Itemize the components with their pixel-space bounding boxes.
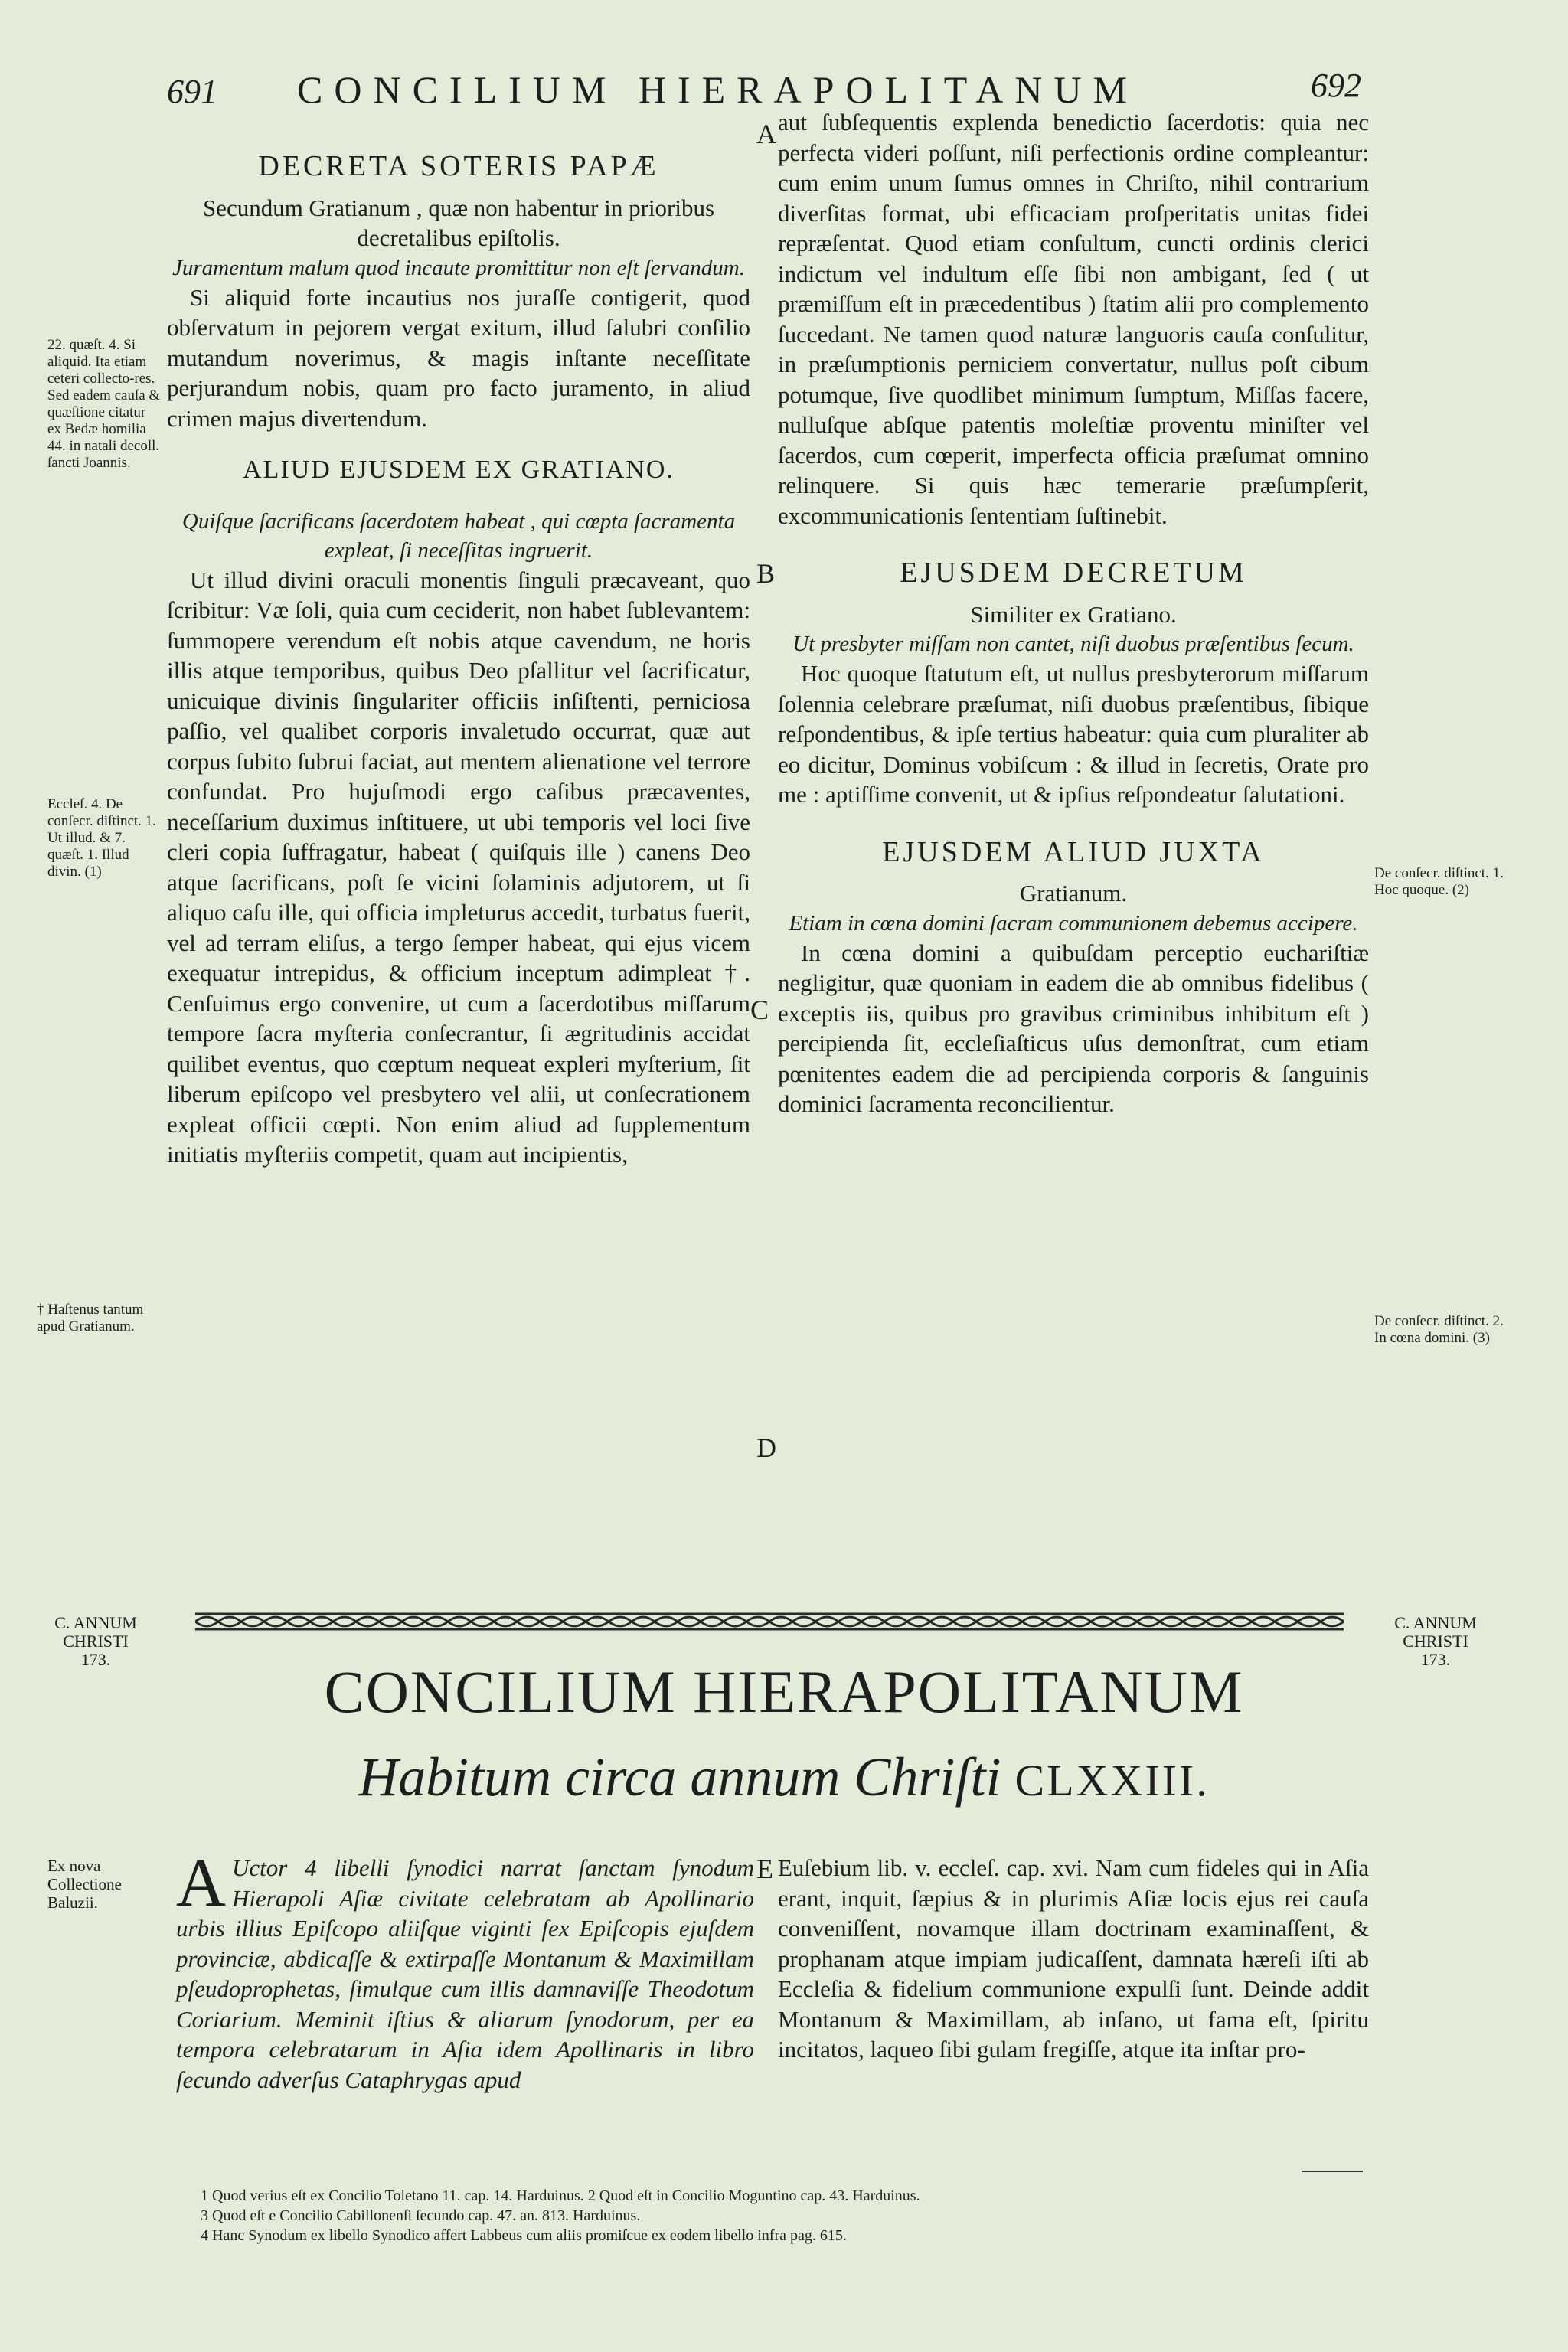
- c-annum-label: C. ANNUM: [54, 1613, 137, 1632]
- subtitle-similiter: Similiter ex Gratiano.: [970, 600, 1177, 628]
- year-label: 173.: [80, 1650, 111, 1669]
- margin-letter-b: B: [756, 558, 776, 589]
- paragraph-si-aliquid: Si aliquid forte incautius nos juraſſe contigerit, quod obſervatum in pejorem vergat exitum, illud ſalubri conſilio mutandum noverimus, & magis inſtante neceſſitate perjurandum nobis, quam pro facto juramento, in aliud crimen majus divertendum.: [167, 283, 750, 432]
- council-subtitle-text: Habitum circa annum Chriſti: [358, 1746, 1001, 1808]
- paragraph-ut-illud: Ut illud divini oraculi monentis ſinguli præcaveant, quo ſcribitur: Væ ſoli, quia cum ceciderit, non habet ſublevantem: ſummopere verendum eſt nobis atque cavendum, ne horis illis atque temporibus, quibus Deo pſallitur vel ſacrificatur, unicuique divinis ſingulariter officiis inſiſtenti, perniciosa paſſio, vel qualibet corporis invaletudo occurrat, quæ aut corpus ſubito ſubrui faciat, aut mentem alienatione vel terrore confundat. Pro hujuſmodi ergo caſibus præcaventes, neceſſarium duximus inſtituere, ut ubi temporis vel loci ſive cleri copia ſuffragatur, habeat ( quiſquis ille ) canens Deo atque ſacrificans, poſt ſe vicini ſolaminis adjutorem, ut ſi aliquo caſu ille, qui officia impleturus accedit, turbatus fuerit, vel ad terram eliſus, a tergo ſemper habeat, qui ejus vicem exequatur intrepidus, & officium inceptum adimpleat †. Cenſuimus ergo convenire, ut cum a ſacerdotibus miſſarum tempore ſacra myſteria conſecrantur, ſi ægritudinis accidat quilibet eventus, quo cœptum nequeat expleri myſterium, ſit liberum epiſcopo vel presbytero vel alii, ut conſecrationem expleat officii cœpti. Non enim aliud ad ſupplementum initiatis myſteriis competit, quam aut incipientis,: [167, 566, 750, 1168]
- right-column: [778, 107, 1369, 1119]
- rubric-ut-presbyter: Ut presbyter miſſam non cantet, niſi duobus præſentibus ſecum.: [792, 632, 1354, 656]
- subtitle-gratianum: Gratianum.: [1019, 880, 1128, 906]
- bottom-left-body: Uctor 4 libelli ſynodici narrat ſanctam ſynodum Hierapoli Aſiæ civitate celebratam ab Apollinario urbis illius Epiſcopo aliiſque viginti ſex Epiſcopis ejuſdem provinciæ, abdicaſſe & extirpaſſe Montanum & Maximillam pſeudoprophetas, ſimulque cum illis damnaviſſe Theodotum Coriarium. Meminit iſtius & aliarum ſynodorum, per ea tempora celebratarum in Aſia idem Apollinaris in libro ſecundo adverſus Cataphrygas apud: [176, 1854, 754, 2093]
- christi-label: CHRISTI: [1403, 1632, 1468, 1651]
- council-subtitle: [0, 1746, 1568, 1809]
- footnote-3: 3 Quod eſt e Concilio Cabillonenſi ſecundo cap. 47. an. 813. Harduinus.: [201, 2207, 641, 2224]
- margin-letter-a: A: [756, 119, 776, 149]
- margin-note-hoc-quoque: De conſecr. diſtinct. 1. Hoc quoque. (2): [1374, 865, 1504, 898]
- council-title: CONCILIUM HIERAPOLITANUM: [324, 1658, 1244, 1725]
- dropcap-a: A: [176, 1845, 226, 1921]
- page-number-right: 692: [1311, 67, 1361, 104]
- rubric-etiam-in-coena: Etiam in cœna domini ſacram communionem debemus accipere.: [789, 910, 1358, 936]
- footnote-4: 4 Hanc Synodum ex libello Synodico affert Labbeus cum aliis promiſcue ex eodem libello infra pag. 615.: [201, 2227, 847, 2244]
- footnotes: [201, 2186, 1395, 2246]
- footnote-rule: [1302, 2171, 1363, 2172]
- heading-ejusdem-aliud: EJUSDEM ALIUD JUXTA: [882, 835, 1265, 868]
- bottom-right-text: Euſebium lib. v. eccleſ. cap. xvi. Nam cum fideles qui in Aſia erant, inquit, ſæpius & in plurimis Aſiæ locis ejus rei cauſa conveniſſent, novamque illam doctrinam examinaſſent, & prophanam atque impiam judicaſſent, damnata hæreſi iſti ab Eccleſia & fidelium communione expulſi ſunt. Deinde addit Montanum & Maximillam, ab inſano, ut fama eſt, ſpiritu incitatos, laqueo ſibi gulam fregiſſe, atque ita inſtar pro-: [778, 1854, 1369, 2063]
- rubric-quisque-sacrificans: Quiſque ſacrificans ſacerdotem habeat , qui cœpta ſacramenta expleat, ſi neceſſitas ingruerit.: [181, 508, 736, 563]
- paragraph-hoc-quoque: Hoc quoque ſtatutum eſt, ut nullus presbyterorum miſſarum ſolennia celebrare præſumat, niſi duobus præſentibus, ſibique reſpondentibus, & ipſe tertius habeatur: quia cum pluraliter ab eo dicitur, Dominus vobiſcum : & illud in ſecretis, Orate pro me : aptiſſime convenit, ut & ipſius reſpondeatur ſalutationi.: [778, 660, 1369, 808]
- page-number-left: 691: [167, 73, 217, 110]
- heading-decreta-soteris: DECRETA SOTERIS PAPÆ: [258, 150, 659, 182]
- paragraph-aut-subsequentis: aut ſubſequentis explenda benedictio ſacerdotis: quia nec perfecta videri poſſunt, niſi perfectionis ordine compleantur: cum enim unum ſumus omnes in Chriſto, nihil contrarium diverſitas format, ubi efficaciam proſperitatis unitas fidei repræſentat. Quod etiam conſultum, cuncti ordinis clerici indictum vel indultum eſſe ſibi non ambigant, ſed ( ut præmiſſum eſt in præcedentibus ) ſtatim alii pro complemento ſuccedant. Ne tamen quod naturæ languoris cauſa conſulitur, in præſumptionis perniciem convertatur, nullus poſt cibum potumque, ſive quodlibet minimum ſumptum, Miſſas facere, nulluſque abſque patentis moleſtiæ proventu miniſter vel ſacerdos, cum cœperit, imperfecta officia præſumat omnino relinquere. Si quis hæc temerarie præſumpſerit, excommunicationis ſententiam ſuſtinebit.: [778, 109, 1369, 529]
- bottom-left-text: [176, 1845, 754, 2095]
- council-year-roman: CLXXIII.: [1014, 1756, 1210, 1805]
- c-annum-label: C. ANNUM: [1394, 1613, 1477, 1632]
- margin-note-in-coena: De conſecr. diſtinct. 2. In cœna domini. (3): [1374, 1313, 1504, 1346]
- margin-note-juramentum: 22. quæſt. 4. Si aliquid. Ita etiam ceteri collecto-res. Sed eadem cauſa & quæſtione citatur ex Bedæ homilia 44. in natali decoll. ſancti Joannis.: [47, 337, 161, 471]
- subtitle-secundum-gratianum: Secundum Gratianum , quæ non habentur in prioribus decretalibus epiſtolis.: [202, 194, 715, 251]
- year-label: 173.: [1420, 1650, 1451, 1669]
- paragraph-in-coena: In cœna domini a quibuſdam perceptio euchariſtiæ negligitur, quæ quoniam in eadem die ab omnibus fidelibus ( exceptis iis, quibus pro gravibus criminibus inhibitum eſt ) percipienda ſit, eccleſiaſticus uſus demonſtrat, cum etiam pœnitentes eadem die ad percipienda corporis & ſanguinis dominici ſacramenta reconcilientur.: [778, 939, 1369, 1117]
- margin-note-ecclesiastes: Eccleſ. 4. De conſecr. diſtinct. 1. Ut illud. & 7. quæſt. 1. Illud divin. (1): [47, 796, 156, 880]
- heading-ejusdem-decretum: EJUSDEM DECRETUM: [900, 557, 1247, 589]
- left-column: [167, 145, 750, 1170]
- running-title: CONCILIUM HIERAPOLITANUM: [297, 68, 1139, 111]
- footnote-1-2: 1 Quod verius eſt ex Concilio Toletano 11. cap. 14. Harduinus. 2 Quod eſt in Concilio Moguntino cap. 43. Harduinus.: [201, 2187, 920, 2204]
- ornamental-rule: [195, 1608, 1344, 1635]
- heading-aliud-ejusdem: ALIUD EJUSDEM EX GRATIANO.: [243, 456, 675, 484]
- margin-note-hastenus: † Haſtenus tantum apud Gratianum.: [37, 1302, 144, 1334]
- margin-letter-d: D: [756, 1432, 776, 1463]
- margin-note-baluzii: Ex nova Collectione Baluzii.: [47, 1857, 122, 1912]
- christi-label: CHRISTI: [63, 1632, 129, 1651]
- margin-letter-c: C: [750, 995, 769, 1025]
- margin-letter-e: E: [756, 1854, 773, 1884]
- rubric-juramentum: Juramentum malum quod incaute promittitur non eſt ſervandum.: [172, 255, 745, 280]
